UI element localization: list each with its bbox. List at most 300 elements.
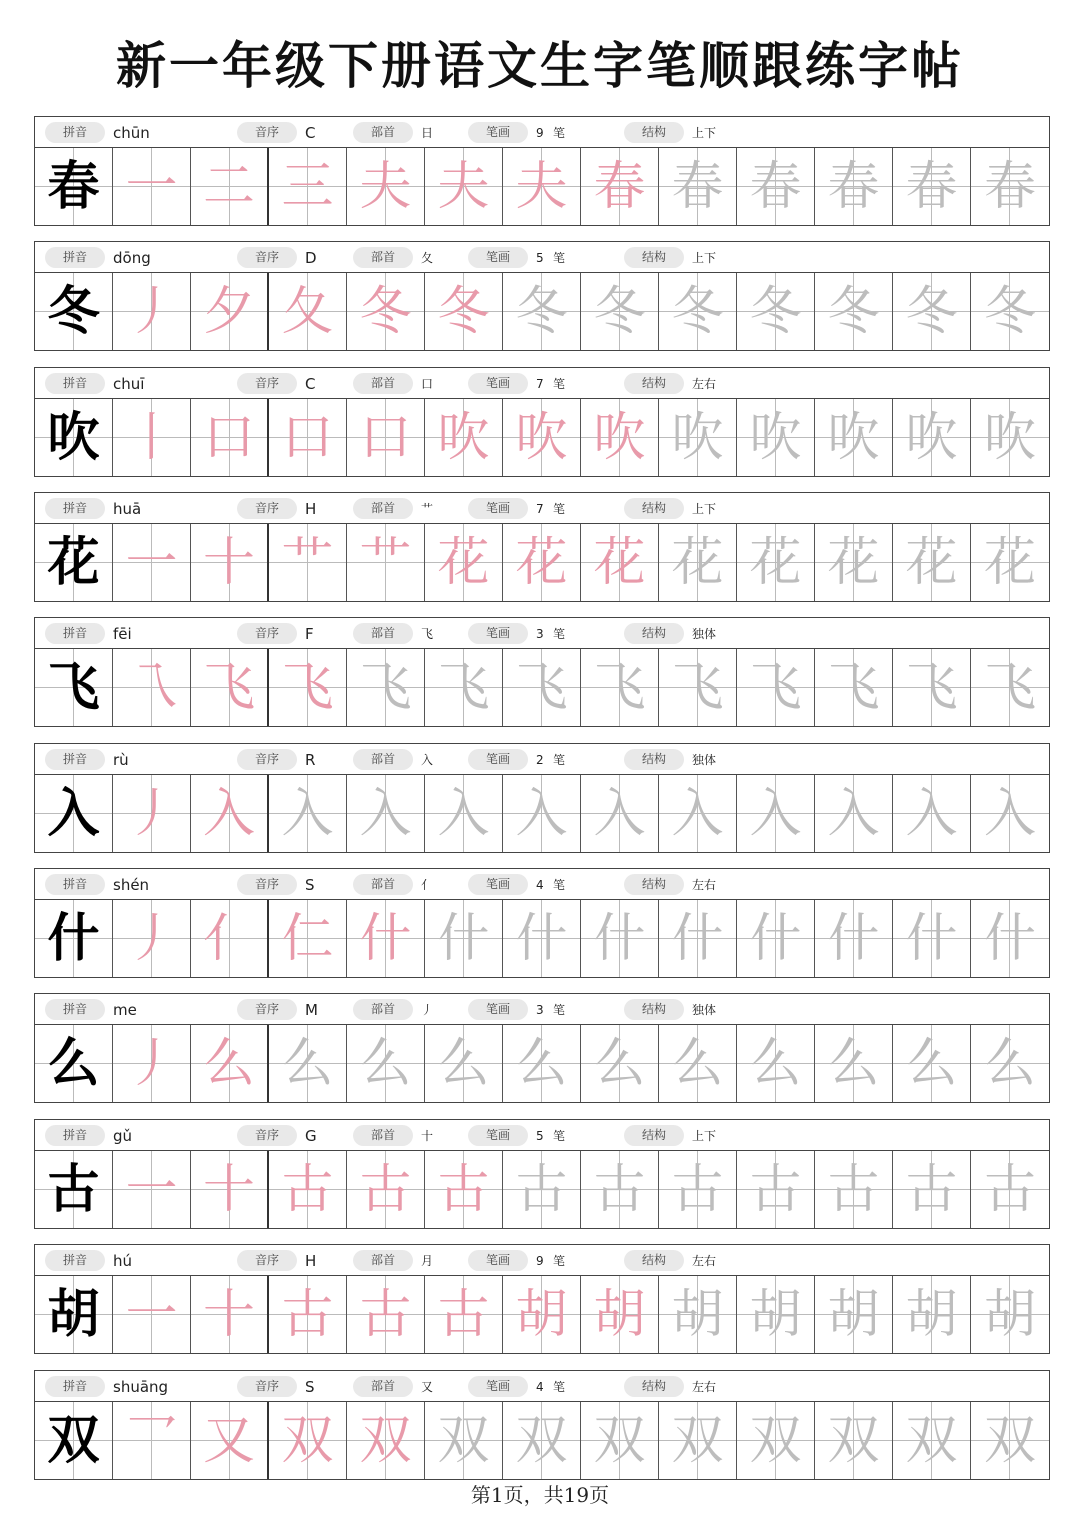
stroke-order-cell[interactable] [971, 399, 1049, 476]
stroke-order-cell[interactable] [425, 649, 503, 726]
character-info-bar [34, 868, 1050, 900]
stroke-order-cell[interactable] [581, 900, 659, 977]
bushou-value: 丿 [421, 1003, 434, 1017]
yinxu-value: C [305, 375, 316, 393]
character-block [34, 492, 1050, 602]
bushou-value: 日 [421, 126, 434, 140]
stroke-step-glyph: 乛 [125, 1410, 178, 1471]
bushou-value: 口 [421, 377, 434, 391]
character-info-bar [34, 367, 1050, 399]
stroke-unit: 笔 [553, 878, 566, 892]
stroke-order-cell[interactable] [347, 148, 425, 225]
stroke-step-glyph: 花 [983, 532, 1036, 593]
stroke-order-cell[interactable] [191, 775, 269, 852]
stroke-step-glyph: 冬 [671, 281, 724, 342]
stroke-order-cell[interactable] [737, 1025, 815, 1102]
stroke-order-cell[interactable] [659, 148, 737, 225]
stroke-order-cell[interactable] [581, 273, 659, 350]
model-character-cell [35, 1276, 113, 1353]
stroke-order-cell[interactable] [113, 775, 191, 852]
stroke-step-glyph: 飞 [593, 657, 646, 718]
stroke-step-glyph: 一 [125, 532, 178, 593]
stroke-order-cell[interactable] [503, 273, 581, 350]
stroke-order-cell[interactable] [737, 1276, 815, 1353]
stroke-order-cell[interactable] [503, 1025, 581, 1102]
bushou-label: 部首 [353, 122, 413, 143]
stroke-order-cell[interactable] [347, 1025, 425, 1102]
bushou-value: 艹 [421, 502, 434, 516]
model-character-cell [35, 649, 113, 726]
bihua-label: 笔画 [468, 874, 528, 895]
stroke-order-cell[interactable] [737, 148, 815, 225]
stroke-step-glyph: 古 [827, 1159, 880, 1220]
stroke-order-cell[interactable] [269, 649, 347, 726]
stroke-order-cell[interactable] [191, 1276, 269, 1353]
stroke-order-cell[interactable] [191, 900, 269, 977]
stroke-order-cell[interactable] [347, 524, 425, 601]
stroke-order-cell[interactable] [269, 399, 347, 476]
character-block [34, 1119, 1050, 1229]
stroke-step-glyph: 飞 [437, 657, 490, 718]
pinyin-value: gǔ [113, 1127, 133, 1145]
bihua-value: 9 [536, 126, 544, 140]
stroke-order-cell[interactable] [191, 1402, 269, 1479]
stroke-order-cell[interactable] [191, 399, 269, 476]
character-info-bar [34, 1370, 1050, 1402]
yinxu-label: 音序 [237, 122, 297, 143]
stroke-step-glyph: 丿 [125, 281, 178, 342]
stroke-order-cell[interactable] [893, 900, 971, 977]
stroke-order-cell[interactable] [347, 1276, 425, 1353]
stroke-step-glyph: 胡 [905, 1284, 958, 1345]
pinyin-label: 拼音 [45, 498, 105, 519]
jiegou-value: 独体 [692, 753, 717, 767]
stroke-step-glyph: 胡 [749, 1284, 802, 1345]
stroke-step-glyph: 什 [827, 908, 880, 969]
stroke-order-cell[interactable] [815, 900, 893, 977]
writing-grid [34, 148, 1050, 226]
stroke-step-glyph: 么 [827, 1033, 880, 1094]
stroke-order-cell[interactable] [269, 148, 347, 225]
jiegou-value: 上下 [692, 126, 717, 140]
stroke-order-cell[interactable] [347, 1151, 425, 1228]
stroke-step-glyph: 双 [905, 1410, 958, 1471]
yinxu-value: S [305, 876, 315, 894]
stroke-step-glyph: 入 [671, 783, 724, 844]
stroke-order-cell[interactable] [815, 1276, 893, 1353]
stroke-order-cell[interactable] [269, 775, 347, 852]
stroke-step-glyph: 么 [202, 1033, 255, 1094]
stroke-step-glyph: 冬 [437, 281, 490, 342]
stroke-order-cell[interactable] [815, 399, 893, 476]
stroke-order-cell[interactable] [581, 1025, 659, 1102]
bihua-label: 笔画 [468, 749, 528, 770]
pinyin-label: 拼音 [45, 874, 105, 895]
jiegou-label: 结构 [624, 874, 684, 895]
stroke-order-cell[interactable] [113, 399, 191, 476]
pinyin-value: rù [113, 751, 129, 769]
stroke-step-glyph: 冬 [983, 281, 1036, 342]
stroke-step-glyph: 入 [281, 783, 334, 844]
stroke-order-cell[interactable] [425, 775, 503, 852]
stroke-order-cell[interactable] [581, 1151, 659, 1228]
stroke-step-glyph: 入 [749, 783, 802, 844]
stroke-step-glyph: 夫 [437, 156, 490, 217]
stroke-step-glyph: 什 [437, 908, 490, 969]
stroke-order-cell[interactable] [893, 399, 971, 476]
stroke-order-cell[interactable] [503, 775, 581, 852]
character-block [34, 1370, 1050, 1480]
stroke-order-cell[interactable] [737, 775, 815, 852]
stroke-order-cell[interactable] [425, 148, 503, 225]
stroke-order-cell[interactable] [269, 900, 347, 977]
jiegou-label: 结构 [624, 1125, 684, 1146]
stroke-order-cell[interactable] [971, 524, 1049, 601]
stroke-step-glyph: 十 [202, 1284, 255, 1345]
stroke-order-cell[interactable] [269, 1402, 347, 1479]
stroke-order-cell[interactable] [347, 649, 425, 726]
stroke-order-cell[interactable] [893, 775, 971, 852]
stroke-order-cell[interactable] [269, 273, 347, 350]
stroke-order-cell[interactable] [971, 148, 1049, 225]
jiegou-label: 结构 [624, 623, 684, 644]
stroke-step-glyph: 么 [437, 1033, 490, 1094]
stroke-step-glyph: 花 [749, 532, 802, 593]
stroke-order-cell[interactable] [659, 1151, 737, 1228]
stroke-unit: 笔 [553, 502, 566, 516]
stroke-unit: 笔 [553, 1129, 566, 1143]
model-character-cell [35, 273, 113, 350]
stroke-order-cell[interactable] [269, 524, 347, 601]
stroke-order-cell[interactable] [971, 1025, 1049, 1102]
stroke-order-cell[interactable] [581, 399, 659, 476]
jiegou-label: 结构 [624, 122, 684, 143]
stroke-order-cell[interactable] [347, 775, 425, 852]
stroke-step-glyph: 么 [749, 1033, 802, 1094]
stroke-order-cell[interactable] [581, 775, 659, 852]
stroke-order-cell[interactable] [113, 1276, 191, 1353]
writing-grid [34, 1402, 1050, 1480]
bihua-value: 5 [536, 251, 544, 265]
bushou-label: 部首 [353, 1250, 413, 1271]
stroke-step-glyph: 一 [125, 1159, 178, 1220]
yinxu-value: F [305, 625, 314, 643]
pinyin-value: me [113, 1001, 137, 1019]
stroke-order-cell[interactable] [269, 1025, 347, 1102]
stroke-order-cell[interactable] [113, 148, 191, 225]
stroke-step-glyph: 双 [593, 1410, 646, 1471]
stroke-order-cell[interactable] [893, 1025, 971, 1102]
stroke-order-cell[interactable] [581, 148, 659, 225]
stroke-order-cell[interactable] [893, 148, 971, 225]
model-character: 春 [47, 156, 100, 217]
stroke-order-cell[interactable] [971, 649, 1049, 726]
character-info-bar [34, 241, 1050, 273]
yinxu-value: H [305, 1252, 317, 1270]
stroke-step-glyph: 口 [281, 407, 334, 468]
stroke-order-cell[interactable] [113, 1025, 191, 1102]
bihua-value: 4 [536, 1380, 544, 1394]
bushou-label: 部首 [353, 247, 413, 268]
pinyin-value: shuāng [113, 1378, 169, 1396]
stroke-order-cell[interactable] [659, 1402, 737, 1479]
character-info-bar [34, 993, 1050, 1025]
stroke-step-glyph: 古 [437, 1159, 490, 1220]
model-character: 冬 [47, 281, 100, 342]
stroke-step-glyph: 胡 [983, 1284, 1036, 1345]
stroke-step-glyph: 丨 [125, 407, 178, 468]
stroke-order-cell[interactable] [425, 524, 503, 601]
stroke-order-cell[interactable] [659, 524, 737, 601]
stroke-unit: 笔 [553, 1003, 566, 1017]
stroke-order-cell[interactable] [503, 524, 581, 601]
pinyin-label: 拼音 [45, 1125, 105, 1146]
stroke-order-cell[interactable] [425, 273, 503, 350]
stroke-order-cell[interactable] [113, 1402, 191, 1479]
stroke-order-cell[interactable] [659, 1276, 737, 1353]
stroke-step-glyph: 艹 [281, 532, 334, 593]
yinxu-label: 音序 [237, 373, 297, 394]
writing-grid [34, 775, 1050, 853]
stroke-order-cell[interactable] [191, 273, 269, 350]
stroke-order-cell[interactable] [815, 1402, 893, 1479]
stroke-step-glyph: 冬 [827, 281, 880, 342]
bihua-label: 笔画 [468, 1250, 528, 1271]
stroke-order-cell[interactable] [503, 649, 581, 726]
stroke-step-glyph: 飞 [905, 657, 958, 718]
stroke-order-cell[interactable] [581, 1276, 659, 1353]
model-character: 什 [47, 908, 100, 969]
stroke-order-cell[interactable] [581, 1402, 659, 1479]
stroke-order-cell[interactable] [425, 1276, 503, 1353]
stroke-step-glyph: 胡 [671, 1284, 724, 1345]
jiegou-value: 独体 [692, 627, 717, 641]
model-character: 吹 [47, 407, 100, 468]
stroke-order-cell[interactable] [815, 1151, 893, 1228]
stroke-order-cell[interactable] [893, 273, 971, 350]
bihua-value: 3 [536, 1003, 544, 1017]
writing-grid [34, 1151, 1050, 1229]
stroke-step-glyph: 什 [593, 908, 646, 969]
bushou-value: 十 [421, 1129, 434, 1143]
stroke-step-glyph: 双 [749, 1410, 802, 1471]
stroke-order-cell[interactable] [971, 1151, 1049, 1228]
stroke-step-glyph: 双 [359, 1410, 412, 1471]
model-character: 花 [47, 532, 100, 593]
stroke-order-cell[interactable] [191, 649, 269, 726]
stroke-order-cell[interactable] [893, 524, 971, 601]
stroke-order-cell[interactable] [503, 1276, 581, 1353]
writing-grid [34, 649, 1050, 727]
stroke-order-cell[interactable] [971, 1402, 1049, 1479]
stroke-order-cell[interactable] [347, 1402, 425, 1479]
stroke-order-cell[interactable] [659, 775, 737, 852]
model-character: 入 [47, 783, 100, 844]
stroke-order-cell[interactable] [659, 649, 737, 726]
stroke-step-glyph: 艹 [359, 532, 412, 593]
bushou-label: 部首 [353, 373, 413, 394]
character-block [34, 116, 1050, 226]
stroke-order-cell[interactable] [815, 649, 893, 726]
stroke-order-cell[interactable] [971, 273, 1049, 350]
stroke-order-cell[interactable] [971, 900, 1049, 977]
stroke-order-cell[interactable] [347, 900, 425, 977]
stroke-step-glyph: 胡 [827, 1284, 880, 1345]
stroke-order-cell[interactable] [737, 649, 815, 726]
stroke-step-glyph: 乁 [125, 657, 178, 718]
stroke-step-glyph: 古 [983, 1159, 1036, 1220]
stroke-order-cell[interactable] [737, 1151, 815, 1228]
stroke-order-cell[interactable] [659, 399, 737, 476]
yinxu-value: M [305, 1001, 318, 1019]
stroke-order-cell[interactable] [893, 1402, 971, 1479]
stroke-step-glyph: 什 [359, 908, 412, 969]
bihua-label: 笔画 [468, 999, 528, 1020]
stroke-step-glyph: 夫 [359, 156, 412, 217]
bushou-label: 部首 [353, 999, 413, 1020]
stroke-step-glyph: 花 [827, 532, 880, 593]
stroke-order-cell[interactable] [581, 524, 659, 601]
jiegou-value: 左右 [692, 878, 717, 892]
stroke-step-glyph: 花 [515, 532, 568, 593]
stroke-step-glyph: 入 [202, 783, 255, 844]
stroke-order-cell[interactable] [659, 273, 737, 350]
stroke-order-cell[interactable] [113, 273, 191, 350]
bushou-label: 部首 [353, 623, 413, 644]
stroke-step-glyph: 什 [905, 908, 958, 969]
writing-grid [34, 1276, 1050, 1354]
page-footer: 第1页，共19页 [470, 1483, 610, 1507]
stroke-order-cell[interactable] [425, 1025, 503, 1102]
stroke-order-cell[interactable] [893, 649, 971, 726]
stroke-step-glyph: 么 [983, 1033, 1036, 1094]
model-character-cell [35, 1151, 113, 1228]
stroke-order-cell[interactable] [191, 524, 269, 601]
bushou-value: 飞 [421, 627, 434, 641]
stroke-step-glyph: 古 [359, 1159, 412, 1220]
stroke-step-glyph: 二 [202, 156, 255, 217]
stroke-step-glyph: 入 [359, 783, 412, 844]
stroke-order-cell[interactable] [425, 399, 503, 476]
stroke-order-cell[interactable] [113, 524, 191, 601]
stroke-step-glyph: 么 [593, 1033, 646, 1094]
stroke-step-glyph: 什 [749, 908, 802, 969]
stroke-order-cell[interactable] [659, 900, 737, 977]
stroke-step-glyph: 古 [281, 1159, 334, 1220]
jiegou-value: 上下 [692, 1129, 717, 1143]
stroke-order-cell[interactable] [815, 148, 893, 225]
stroke-order-cell[interactable] [425, 900, 503, 977]
stroke-unit: 笔 [553, 126, 566, 140]
stroke-step-glyph: 入 [905, 783, 958, 844]
stroke-order-cell[interactable] [815, 1025, 893, 1102]
stroke-order-cell[interactable] [737, 524, 815, 601]
stroke-step-glyph: 吹 [983, 407, 1036, 468]
pinyin-label: 拼音 [45, 122, 105, 143]
yinxu-label: 音序 [237, 1376, 297, 1397]
jiegou-value: 上下 [692, 251, 717, 265]
stroke-order-cell[interactable] [503, 1151, 581, 1228]
stroke-order-cell[interactable] [503, 1402, 581, 1479]
stroke-step-glyph: 么 [359, 1033, 412, 1094]
stroke-step-glyph: 双 [827, 1410, 880, 1471]
stroke-order-cell[interactable] [191, 1025, 269, 1102]
pinyin-label: 拼音 [45, 1250, 105, 1271]
stroke-order-cell[interactable] [971, 775, 1049, 852]
yinxu-value: S [305, 1378, 315, 1396]
stroke-order-cell[interactable] [269, 1276, 347, 1353]
stroke-order-cell[interactable] [815, 775, 893, 852]
character-block [34, 1244, 1050, 1354]
stroke-order-cell[interactable] [191, 148, 269, 225]
stroke-step-glyph: 夕 [202, 281, 255, 342]
stroke-order-cell[interactable] [581, 649, 659, 726]
bihua-value: 5 [536, 1129, 544, 1143]
stroke-order-cell[interactable] [269, 1151, 347, 1228]
stroke-step-glyph: 冬 [359, 281, 412, 342]
stroke-order-cell[interactable] [971, 1276, 1049, 1353]
stroke-step-glyph: 花 [437, 532, 490, 593]
stroke-order-cell[interactable] [737, 900, 815, 977]
bihua-value: 3 [536, 627, 544, 641]
stroke-order-cell[interactable] [347, 273, 425, 350]
jiegou-label: 结构 [624, 247, 684, 268]
stroke-order-cell[interactable] [503, 900, 581, 977]
stroke-step-glyph: 丿 [125, 783, 178, 844]
jiegou-label: 结构 [624, 498, 684, 519]
stroke-step-glyph: 花 [905, 532, 958, 593]
stroke-order-cell[interactable] [815, 524, 893, 601]
stroke-order-cell[interactable] [503, 148, 581, 225]
stroke-order-cell[interactable] [191, 1151, 269, 1228]
model-character-cell [35, 524, 113, 601]
stroke-order-cell[interactable] [893, 1276, 971, 1353]
stroke-order-cell[interactable] [503, 399, 581, 476]
model-character: 双 [47, 1410, 100, 1471]
stroke-step-glyph: 花 [671, 532, 724, 593]
stroke-step-glyph: 吹 [671, 407, 724, 468]
stroke-order-cell[interactable] [737, 399, 815, 476]
pinyin-value: huā [113, 500, 142, 518]
stroke-order-cell[interactable] [815, 273, 893, 350]
yinxu-label: 音序 [237, 1250, 297, 1271]
model-character: 飞 [47, 657, 100, 718]
bushou-value: 又 [421, 1380, 434, 1394]
character-info-bar [34, 492, 1050, 524]
bushou-label: 部首 [353, 874, 413, 895]
stroke-order-cell[interactable] [425, 1151, 503, 1228]
stroke-order-cell[interactable] [737, 1402, 815, 1479]
stroke-step-glyph: 十 [202, 1159, 255, 1220]
stroke-order-cell[interactable] [113, 649, 191, 726]
stroke-order-cell[interactable] [347, 399, 425, 476]
writing-grid [34, 273, 1050, 351]
stroke-order-cell[interactable] [893, 1151, 971, 1228]
stroke-order-cell[interactable] [113, 900, 191, 977]
stroke-step-glyph: 双 [515, 1410, 568, 1471]
bihua-label: 笔画 [468, 1376, 528, 1397]
yinxu-label: 音序 [237, 623, 297, 644]
yinxu-value: R [305, 751, 316, 769]
stroke-order-cell[interactable] [425, 1402, 503, 1479]
bushou-value: 月 [421, 1254, 434, 1268]
stroke-order-cell[interactable] [113, 1151, 191, 1228]
bihua-label: 笔画 [468, 1125, 528, 1146]
stroke-order-cell[interactable] [659, 1025, 737, 1102]
stroke-order-cell[interactable] [737, 273, 815, 350]
stroke-step-glyph: 春 [905, 156, 958, 217]
bushou-label: 部首 [353, 498, 413, 519]
